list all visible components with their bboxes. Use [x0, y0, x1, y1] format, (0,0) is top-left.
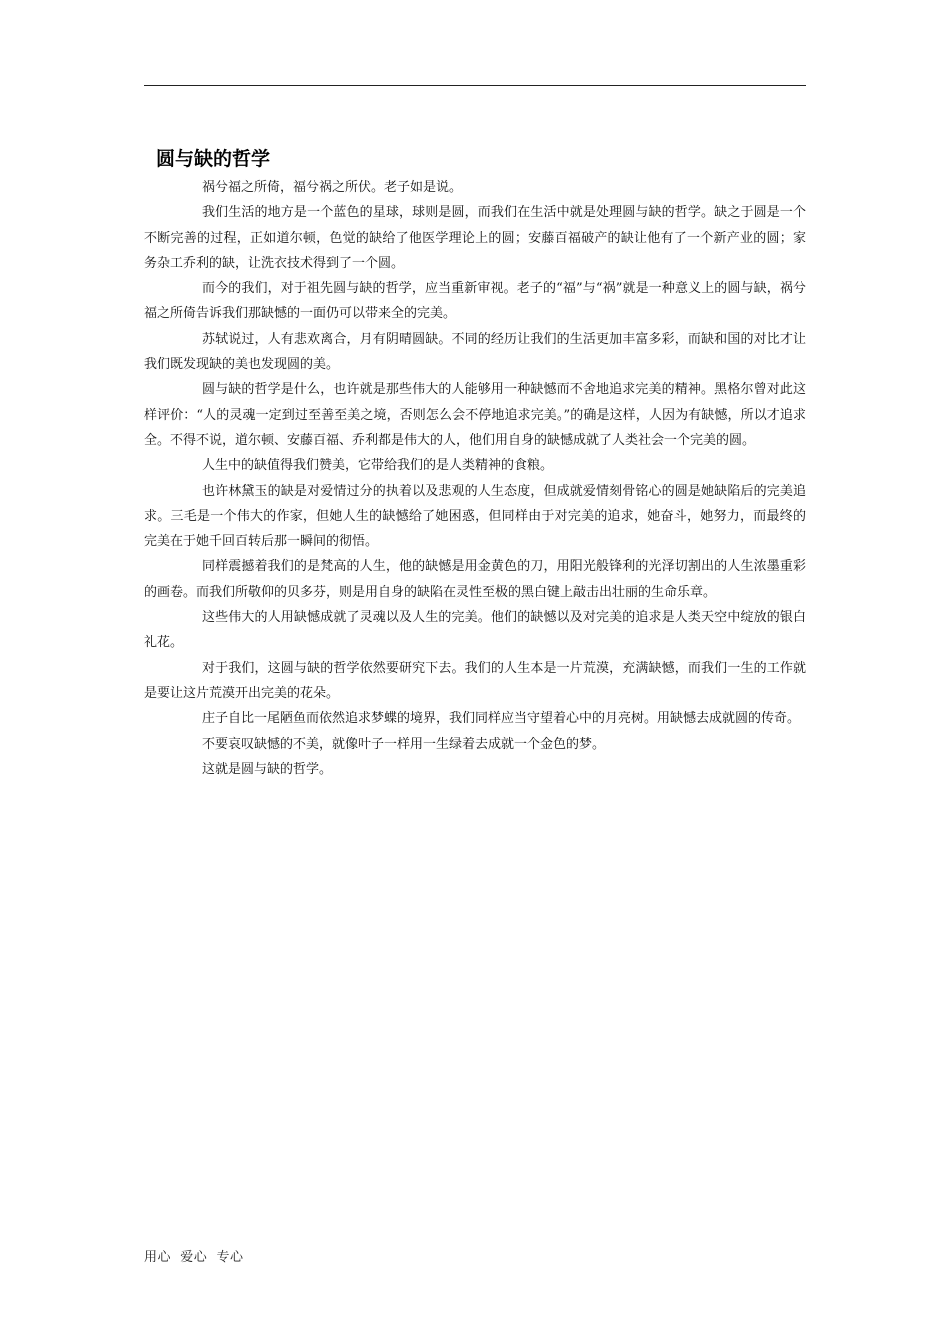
paragraph-11: 庄子自比一尾陋鱼而依然追求梦蝶的境界，我们同样应当守望着心中的月亮树。用缺憾去成就圆的传奇。	[202, 711, 801, 727]
paragraph-7: 也许林黛玉的缺是对爱情过分的执着以及悲观的人生态度，但成就爱情刻骨铭心的圆是她缺陷后的完美追求。三毛是一个伟大的作家，但她人生的缺憾给了她困惑，但同样由于对完美的追求，她奋斗，她努力，而最终的完美在于她千回百转后那一瞬间的彻悟。	[144, 483, 806, 550]
paragraph-3: 而今的我们，对于祖先圆与缺的哲学，应当重新审视。老子的“福”与“祸”就是一种意义上的圆与缺，祸兮福之所倚告诉我们那缺憾的一面仍可以带来全的完美。	[144, 281, 806, 322]
paragraph-10: 对于我们，这圆与缺的哲学依然要研究下去。我们的人生本是一片荒漠，充满缺憾，而我们一生的工作就是要让这片荒漠开出完美的花朵。	[144, 660, 806, 701]
paragraph-4: 苏轼说过，人有悲欢离合，月有阴晴圆缺。不同的经历让我们的生活更加丰富多彩，而缺和国的对比才让我们既发现缺的美也发现圆的美。	[144, 331, 806, 373]
paragraph-9: 这些伟大的人用缺憾成就了灵魂以及人生的完美。他们的缺憾以及对完美的追求是人类天空中绽放的银白礼花。	[144, 610, 806, 651]
paragraph-2: 我们生活的地方是一个蓝色的星球，球则是圆，而我们在生活中就是处理圆与缺的哲学。缺之于圆是一个不断完善的过程，正如道尔顿，色觉的缺给了他医学理论上的圆；安藤百福破产的缺让他有了一个新产业的圆；家务杂工乔利的缺，让洗衣技术得到了一个圆。	[144, 205, 806, 271]
paragraph-6: 人生中的缺值得我们赞美，它带给我们的是人类精神的食粮。	[202, 458, 554, 474]
paragraph-1: 祸兮福之所倚，福兮祸之所伏。老子如是说。	[202, 180, 463, 195]
header-rule	[144, 85, 806, 86]
paragraph-13: 这就是圆与缺的哲学。	[202, 761, 333, 777]
page-footer: 用心 爱心 专心	[144, 1250, 244, 1265]
document-body	[144, 175, 806, 782]
paragraph-8: 同样震撼着我们的是梵高的人生，他的缺憾是用金黄色的刀，用阳光般锋利的光泽切割出的人生浓墨重彩的画卷。而我们所敬仰的贝多芬，则是用自身的缺陷在灵性至极的黑白键上敲击出壮丽的生命乐章。	[144, 559, 806, 600]
paragraph-5: 圆与缺的哲学是什么，也许就是那些伟大的人能够用一种缺憾而不舍地追求完美的精神。黑格尔曾对此这样评价：“人的灵魂一定到过至善至美之境，否则怎么会不停地追求完美。”的确是这样，人因为有缺憾，所以才追求全。不得不说，道尔顿、安藤百福、乔利都是伟大的人，他们用自身的缺憾成就了人类社会一个完美的圆。	[144, 382, 806, 448]
document-title: 圆与缺的哲学	[156, 148, 271, 170]
paragraph-12: 不要哀叹缺憾的不美，就像叶子一样用一生绿着去成就一个金色的梦。	[202, 736, 606, 752]
